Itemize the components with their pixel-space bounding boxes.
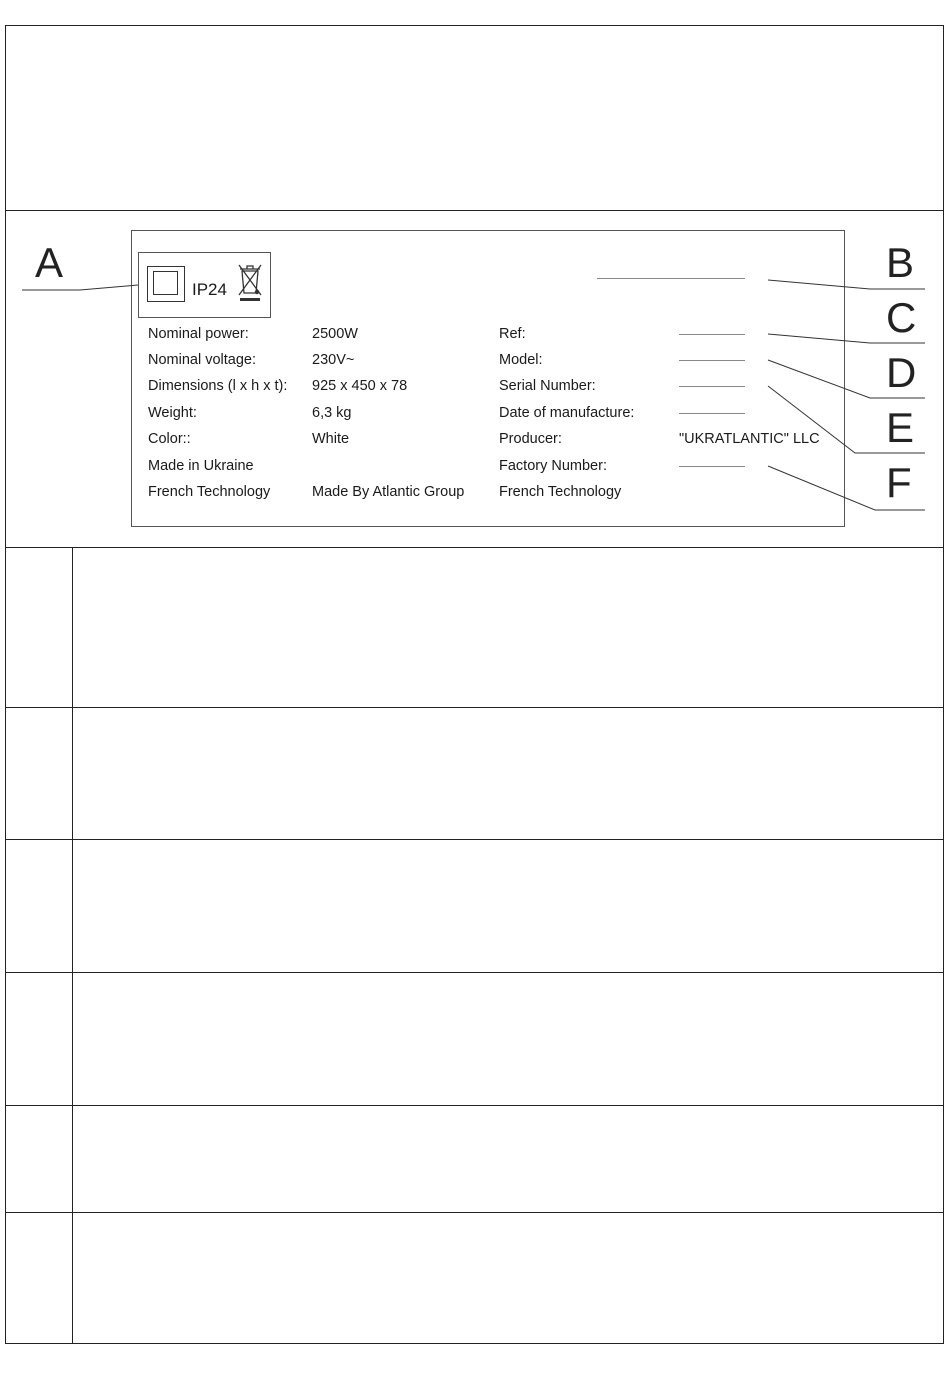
- value-made-by: Made By Atlantic Group: [312, 484, 465, 500]
- label-date-of-manufacture: Date of manufacture:: [499, 405, 635, 421]
- label-made-in: Made in Ukraine: [148, 458, 254, 474]
- row-divider-1: [5, 210, 944, 211]
- label-dimensions: Dimensions (l x h x t):: [148, 378, 288, 394]
- label-french-technology: French Technology: [148, 484, 271, 500]
- blank-line-date: [679, 413, 745, 414]
- callout-a: A: [35, 239, 64, 286]
- row-divider-3: [5, 707, 944, 708]
- column-divider: [72, 547, 73, 1344]
- value-nominal-voltage: 230V~: [312, 352, 355, 368]
- callout-d: D: [886, 349, 917, 396]
- label-color: Color::: [148, 431, 191, 447]
- ip-rating: IP24: [192, 280, 227, 299]
- label-serial-number: Serial Number:: [499, 378, 596, 394]
- label-ref: Ref:: [499, 326, 526, 342]
- label-french-technology-right: French Technology: [499, 484, 622, 500]
- label-weight: Weight:: [148, 405, 197, 421]
- blank-line-b: [597, 278, 745, 279]
- row-divider-4: [5, 839, 944, 840]
- label-nominal-voltage: Nominal voltage:: [148, 352, 256, 368]
- label-factory-number: Factory Number:: [499, 458, 607, 474]
- crossed-bin-icon: [236, 261, 264, 303]
- double-square-inner: [153, 271, 178, 295]
- callout-c: C: [886, 294, 917, 341]
- callout-e: E: [886, 404, 915, 451]
- value-color: White: [312, 431, 350, 447]
- row-divider-2: [5, 547, 944, 548]
- callout-b: B: [886, 239, 915, 286]
- value-nominal-power: 2500W: [312, 326, 358, 342]
- value-dimensions: 925 x 450 x 78: [312, 378, 408, 394]
- label-nominal-power: Nominal power:: [148, 326, 249, 342]
- page-frame: [5, 25, 944, 1344]
- blank-line-model: [679, 360, 745, 361]
- blank-line-ref: [679, 334, 745, 335]
- row-divider-6: [5, 1105, 944, 1106]
- label-producer: Producer:: [499, 431, 562, 447]
- row-divider-7: [5, 1212, 944, 1213]
- value-producer: "UKRATLANTIC" LLC: [679, 431, 820, 447]
- value-weight: 6,3 kg: [312, 405, 352, 421]
- callout-f: F: [886, 459, 912, 506]
- label-model: Model:: [499, 352, 543, 368]
- blank-line-factory: [679, 466, 745, 467]
- row-divider-5: [5, 972, 944, 973]
- blank-line-serial: [679, 386, 745, 387]
